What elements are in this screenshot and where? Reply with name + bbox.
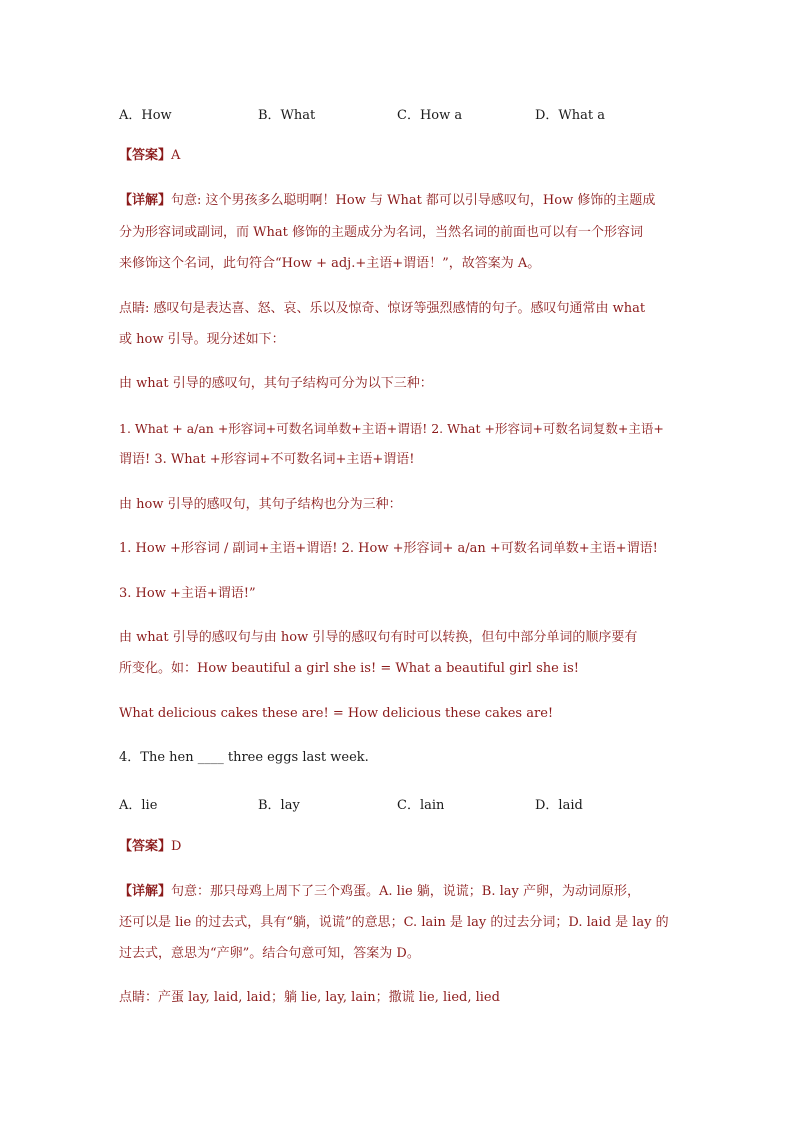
- q3-option-a: A．How: [119, 108, 172, 123]
- q3-detail-line-1: [119, 185, 679, 217]
- q3-option-b: B．What: [258, 108, 316, 123]
- q3-tip-line-1: 点睛: 感叹句是表达喜、怒、哀、乐以及惊奇、惊讶等强烈感情的句子。感叹句通常由 what: [119, 301, 646, 316]
- q3-conversion-line-3: What delicious cakes these are! = How delicious these cakes are!: [119, 706, 554, 721]
- q4-option-b: B．lay: [258, 798, 300, 813]
- q3-how-intro: 由 how 引导的感叹句，其句子结构也分为三种：: [119, 497, 402, 512]
- q3-detail-text-1: 句意: 这个男孩多么聪明啊！How 与 What 都可以引导感叹句，How 修饰的主题成: [171, 193, 656, 208]
- q3-option-c: C．How a: [397, 108, 463, 123]
- q3-detail-line-3: 来修饰这个名词，此句符合“How + adj.+主语+谓语！”，故答案为 A。: [119, 256, 541, 271]
- q3-detail-line-2: 分为形容词或副词，而 What 修饰的主题成分为名词，当然名词的前面也可以有一个形容词: [119, 225, 643, 240]
- q3-answer: [119, 140, 679, 172]
- q4-detail-line-3: 过去式，意思为“产卵”。结合句意可知，答案为 D。: [119, 946, 420, 961]
- q4-detail-text-1: 句意：那只母鸡上周下了三个鸡蛋。A. lie 躺，说谎；B. lay 产卵，为动词原形，: [171, 884, 641, 899]
- q4-option-a: A．lie: [119, 798, 158, 813]
- q4-tip: 点睛：产蛋 lay, laid, laid；躺 lie, lay, lain；撒谎 lie, lied, lied: [119, 990, 500, 1005]
- q3-detail-tag: 【详解】: [119, 193, 172, 208]
- q3-what-line-2: 谓语! 3. What +形容词+不可数名词+主语+谓语!: [119, 452, 415, 467]
- q4-detail-line-2: 还可以是 lie 的过去式，具有“躺，说谎”的意思；C. lain 是 lay 的过去分词；D. laid 是 lay 的: [119, 915, 669, 930]
- q4-question: 4．The hen ____ three eggs last week.: [119, 750, 369, 765]
- q3-option-d: D．What a: [535, 108, 606, 123]
- q3-what-intro: 由 what 引导的感叹句，其句子结构可分为以下三种：: [119, 376, 433, 391]
- q3-how-line-1: 1. How +形容词 / 副词+主语+谓语! 2. How +形容词+ a/an +可数名词单数+主语+谓语!: [119, 541, 658, 556]
- q3-conversion-line-1: 由 what 引导的感叹句与由 how 引导的感叹句有时可以转换，但句中部分单词的顺序要有: [119, 630, 638, 645]
- q3-what-line-1: 1. What + a/an +形容词+可数名词单数+主语+谓语! 2. What +形容词+可数名词复数+主语+: [119, 421, 664, 436]
- q4-answer-value: D: [171, 839, 182, 854]
- q4-answer: [119, 831, 679, 863]
- q4-detail-tag: 【详解】: [119, 884, 172, 899]
- q4-answer-tag: 【答案】: [119, 839, 172, 854]
- q3-answer-tag: 【答案】: [119, 148, 172, 163]
- q3-answer-value: A: [171, 148, 181, 163]
- q3-how-line-2: 3. How +主语+谓语!”: [119, 586, 256, 601]
- q4-option-d: D．laid: [535, 798, 583, 813]
- q4-detail-line-1: [119, 876, 679, 908]
- q4-option-c: C．lain: [397, 798, 445, 813]
- q3-conversion-line-2: 所变化。如：How beautiful a girl she is! = What a beautiful girl she is!: [119, 661, 579, 676]
- q3-tip-line-2: 或 how 引导。现分述如下：: [119, 332, 285, 347]
